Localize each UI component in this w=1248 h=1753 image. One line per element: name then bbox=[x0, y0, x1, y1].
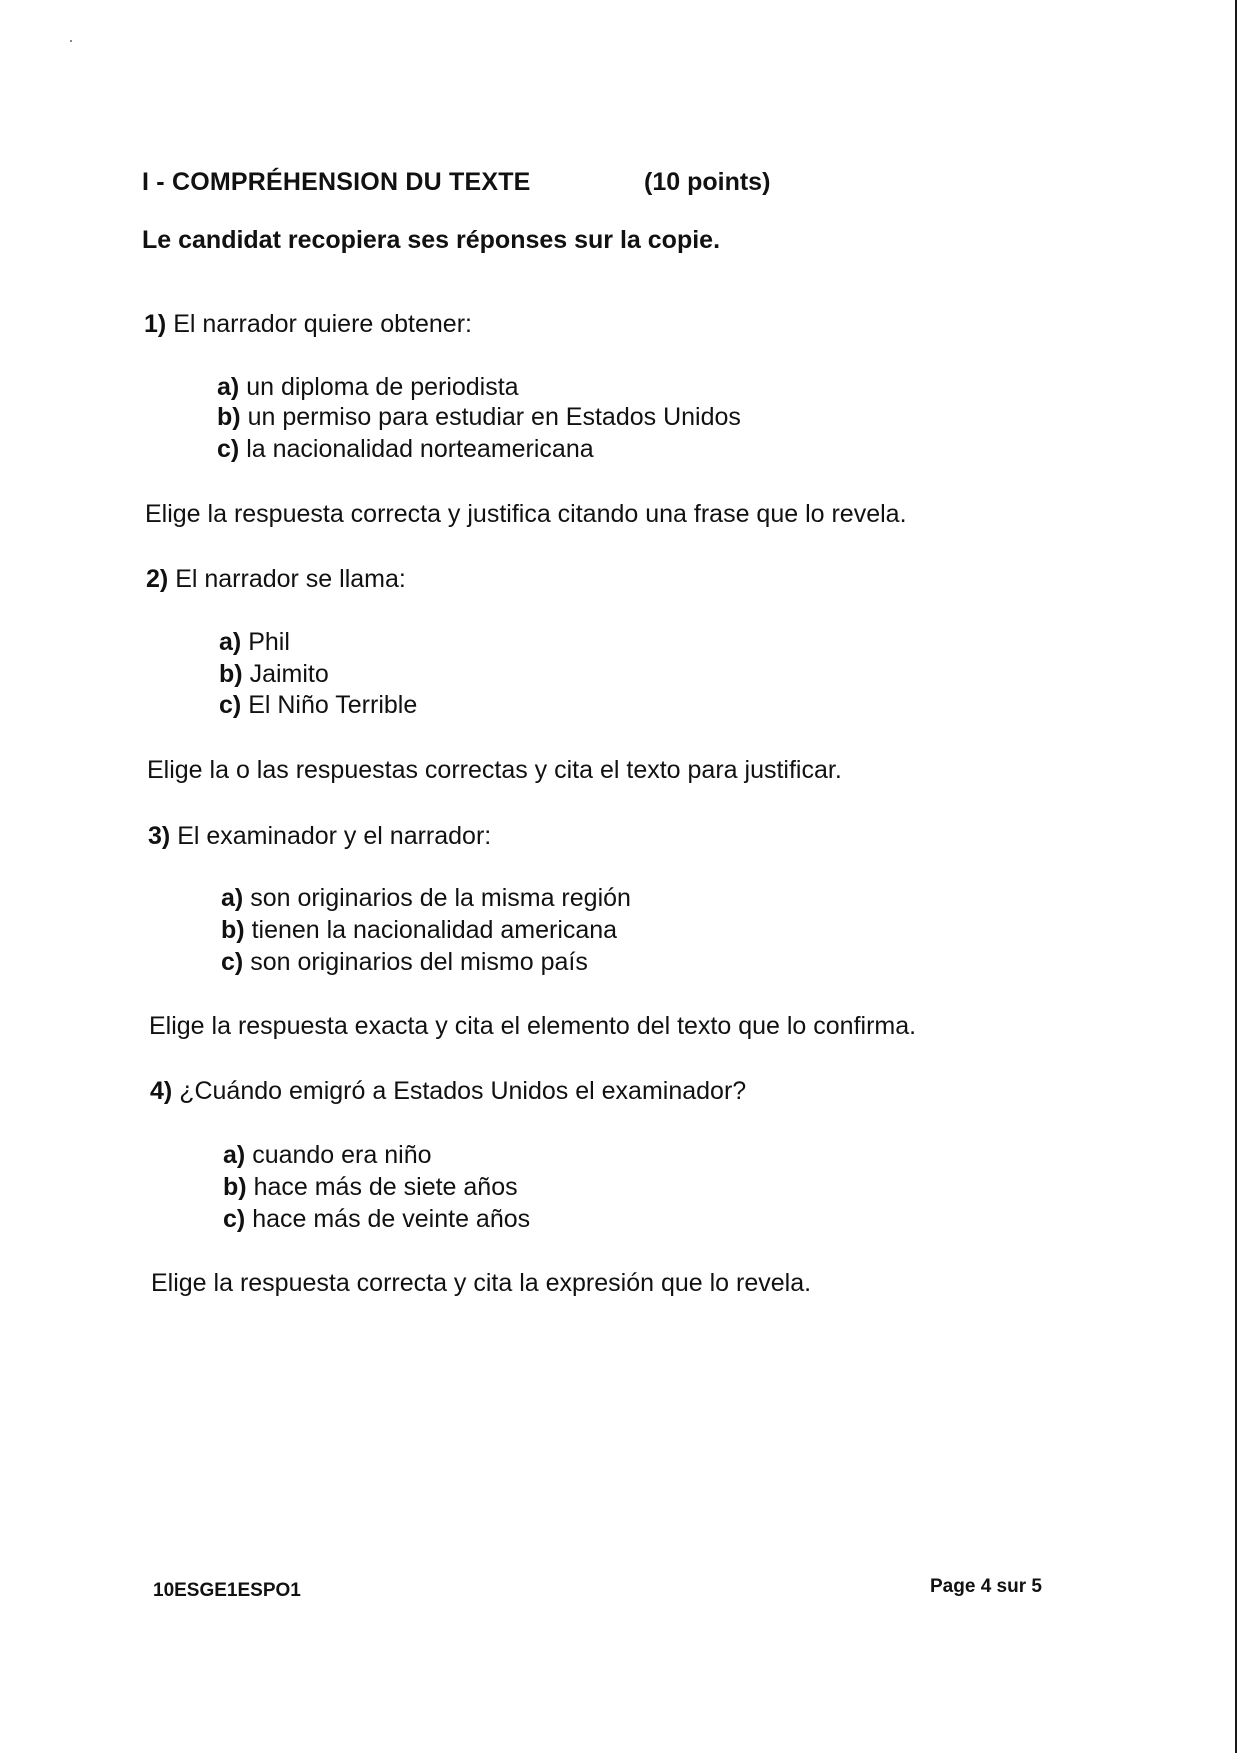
task-3: Elige la respuesta exacta y cita el elemento del texto que lo confirma. bbox=[149, 1012, 917, 1040]
question-number: 1) bbox=[144, 310, 167, 338]
question-1 bbox=[144, 310, 472, 339]
option-text: cuando era niño bbox=[252, 1141, 432, 1169]
option-letter: b) bbox=[221, 916, 245, 944]
option-text: son originarios de la misma región bbox=[250, 884, 631, 912]
option-text: un permiso para estudiar en Estados Unidos bbox=[247, 403, 741, 431]
option-3b bbox=[221, 916, 617, 945]
option-3a bbox=[221, 884, 631, 913]
question-prompt: El examinador y el narrador: bbox=[177, 822, 492, 850]
question-4 bbox=[150, 1077, 746, 1106]
question-number: 3) bbox=[148, 822, 171, 850]
option-2b bbox=[219, 660, 329, 689]
question-prompt: El narrador se llama: bbox=[175, 565, 406, 593]
task-2: Elige la o las respuestas correctas y cita el texto para justificar. bbox=[147, 756, 842, 784]
instruction: Le candidat recopiera ses réponses sur la copie. bbox=[142, 226, 721, 254]
section-title: I - COMPRÉHENSION DU TEXTE bbox=[142, 168, 531, 196]
question-number: 2) bbox=[146, 565, 169, 593]
option-letter: c) bbox=[221, 948, 244, 976]
option-letter: c) bbox=[223, 1205, 246, 1233]
option-4c bbox=[223, 1205, 530, 1234]
option-letter: a) bbox=[217, 373, 240, 401]
question-number: 4) bbox=[150, 1077, 173, 1105]
option-letter: b) bbox=[223, 1173, 247, 1201]
option-letter: c) bbox=[217, 435, 240, 463]
option-text: hace más de siete años bbox=[253, 1173, 518, 1201]
option-1c bbox=[217, 435, 594, 464]
option-3c bbox=[221, 948, 588, 977]
option-1b bbox=[217, 403, 741, 432]
question-2 bbox=[146, 565, 406, 594]
option-text: hace más de veinte años bbox=[252, 1205, 531, 1233]
option-letter: b) bbox=[217, 403, 241, 431]
question-prompt: El narrador quiere obtener: bbox=[173, 310, 472, 338]
option-text: tienen la nacionalidad americana bbox=[251, 916, 618, 944]
option-2c bbox=[219, 691, 417, 720]
option-text: Jaimito bbox=[249, 660, 329, 688]
option-letter: a) bbox=[221, 884, 244, 912]
option-2a bbox=[219, 628, 290, 657]
option-text: son originarios del mismo país bbox=[250, 948, 588, 976]
task-1: Elige la respuesta correcta y justifica citando una frase que lo revela. bbox=[145, 500, 907, 528]
option-letter: a) bbox=[219, 628, 242, 656]
option-letter: a) bbox=[223, 1141, 246, 1169]
task-4: Elige la respuesta correcta y cita la expresión que lo revela. bbox=[151, 1269, 812, 1297]
option-text: Phil bbox=[248, 628, 290, 656]
document-code: 10ESGE1ESPO1 bbox=[153, 1580, 301, 1601]
option-letter: b) bbox=[219, 660, 243, 688]
option-text: El Niño Terrible bbox=[248, 691, 418, 719]
question-prompt: ¿Cuándo emigró a Estados Unidos el examinador? bbox=[179, 1077, 747, 1105]
scan-speck bbox=[70, 40, 72, 42]
option-4b bbox=[223, 1173, 518, 1202]
section-points: (10 points) bbox=[644, 168, 771, 196]
option-letter: c) bbox=[219, 691, 242, 719]
option-1a bbox=[217, 373, 519, 402]
option-text: la nacionalidad norteamericana bbox=[246, 435, 594, 463]
option-4a bbox=[223, 1141, 432, 1170]
question-3 bbox=[148, 822, 491, 851]
page-number: Page 4 sur 5 bbox=[930, 1576, 1042, 1597]
option-text: un diploma de periodista bbox=[246, 373, 519, 401]
page-edge-rule bbox=[1235, 0, 1237, 1753]
